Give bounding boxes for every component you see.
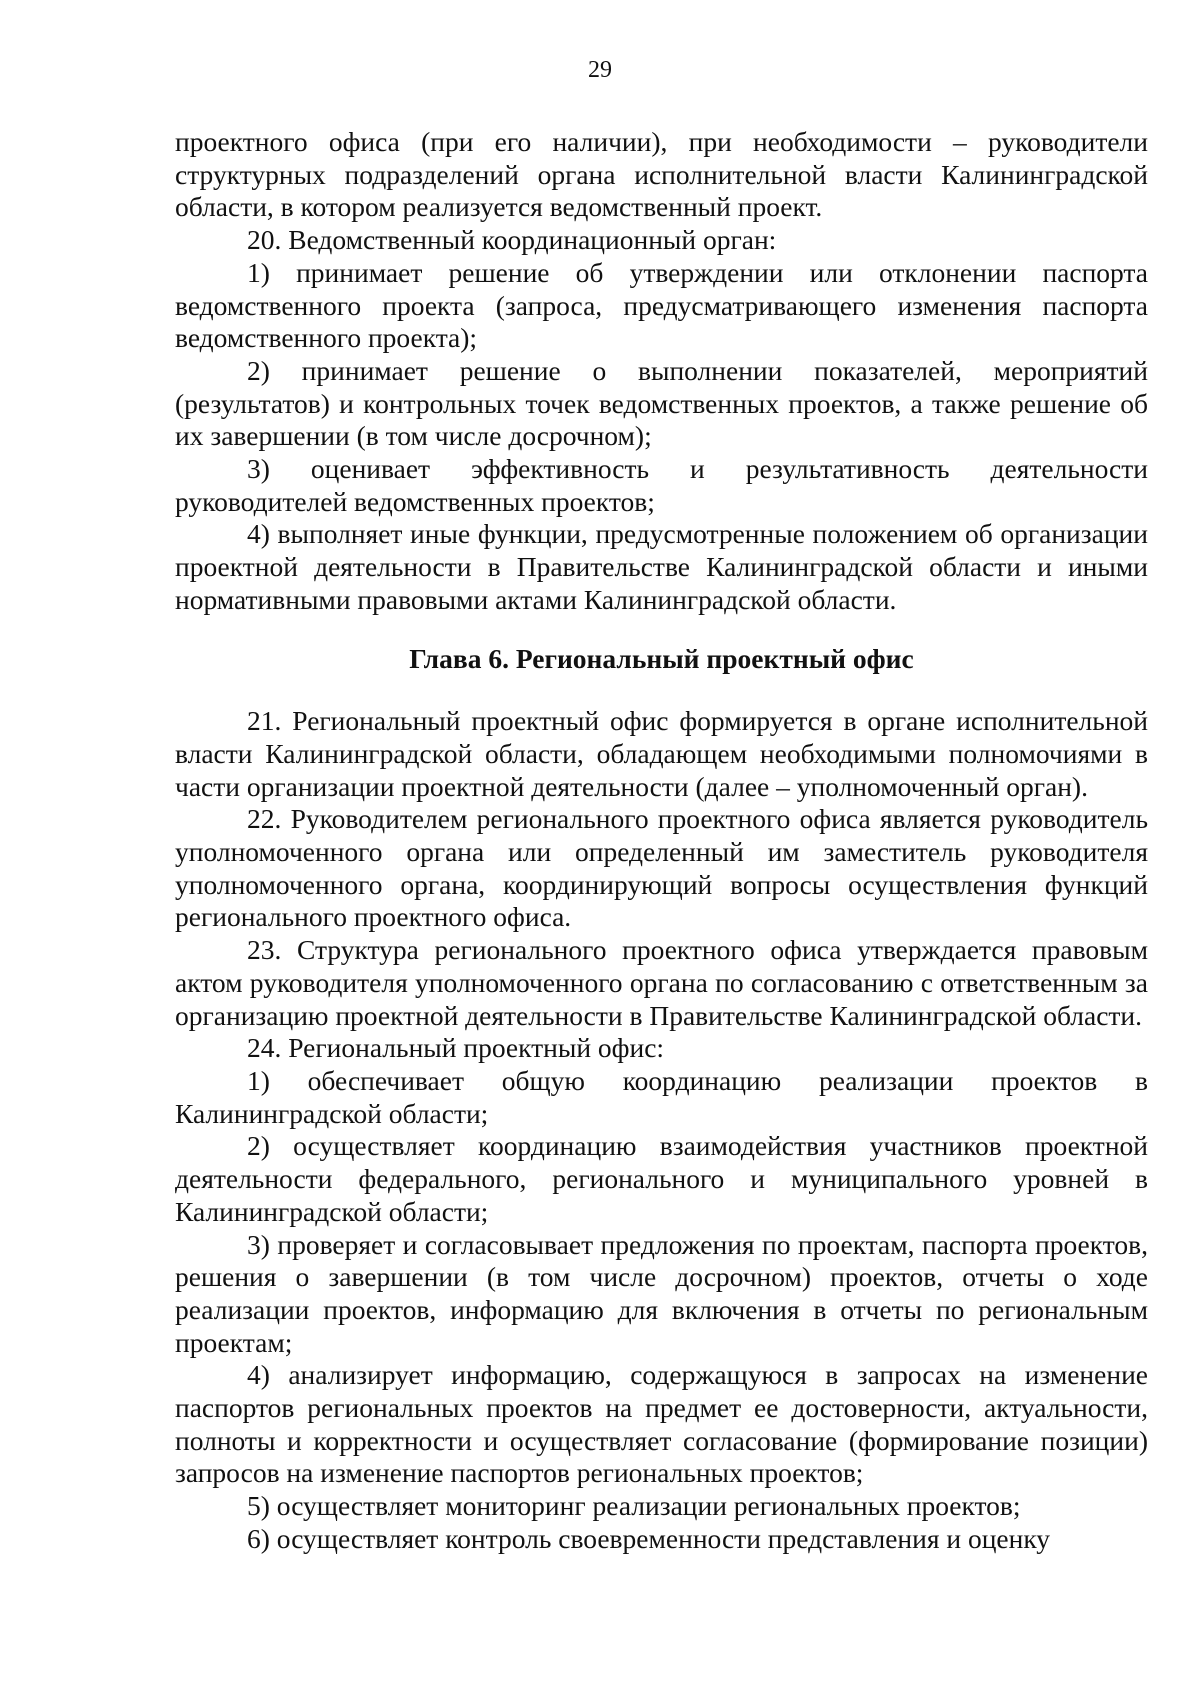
paragraph-item-21: 21. Региональный проектный офис формируется в органе исполнительной власти Калининградской области, обладающем необходимыми полномочиями в части организации проектной деятельности (далее – уполномоченный орган). [175,705,1148,802]
paragraph-item-24-1: 1) обеспечивает общую координацию реализации проектов в Калининградской области; [175,1064,1148,1129]
paragraph-item-24-4: 4) анализирует информацию, содержащуюся в запросах на изменение паспортов региональных проектов на предмет ее достоверности, актуальности, полноты и корректности и осуществляет согласование (формирование позиции) запросов на изменение паспортов региональных проектов; [175,1359,1148,1489]
paragraph-item-24: 24. Региональный проектный офис: [247,1032,665,1064]
paragraphs-top [175,126,1148,617]
paragraph-continuation: проектного офиса (при его наличии), при необходимости – руководители структурных подразделений органа исполнительной власти Калининградской области, в котором реализуется ведомственный проект. [175,126,1148,223]
paragraph-item-20-3: 3) оценивает эффективность и результативность деятельности руководителей ведомственных проектов; [175,453,1148,517]
paragraph-item-20-2: 2) принимает решение о выполнении показателей, мероприятий (результатов) и контрольных точек ведомственных проектов, а также решение об их завершении (в том числе досрочном); [175,354,1148,452]
paragraph-item-24-3: 3) проверяет и согласовывает предложения по проектам, паспорта проектов, решения о завершении (в том числе досрочном) проектов, отчеты о ходе реализации проектов, информацию для включения в отчеты по региональным проектам; [175,1228,1148,1358]
paragraph-item-23: 23. Структура регионального проектного офиса утверждается правовым актом руководителя уполномоченного органа по согласованию с ответственным за организацию проектной деятельности в Правительстве Калининградской области. [175,934,1148,1031]
paragraph-item-24-5: 5) осуществляет мониторинг реализации региональных проектов; [247,1490,1021,1522]
chapter-heading: Глава 6. Региональный проектный офис [409,642,914,674]
paragraphs-bottom [175,705,1148,1555]
page-number: 29 [588,57,612,83]
paragraph-item-24-2: 2) осуществляет координацию взаимодействия участников проектной деятельности федерального, регионального и муниципального уровней в Калининградской области; [175,1130,1148,1227]
paragraph-item-24-6: 6) осуществляет контроль своевременности представления и оценку [247,1522,1051,1554]
paragraph-item-20-4: 4) выполняет иные функции, предусмотренные положением об организации проектной деятельности в Правительстве Калининградской области и иными нормативными правовыми актами Калининградской области. [175,518,1148,615]
paragraph-item-20-1: 1) принимает решение об утверждении или отклонении паспорта ведомственного проекта (запроса, предусматривающего изменения паспорта ведомственного проекта); [175,256,1148,354]
document-body [175,126,1148,1556]
paragraph-item-20: 20. Ведомственный координационный орган: [247,224,777,256]
paragraph-item-22: 22. Руководителем регионального проектного офиса является руководитель уполномоченного органа или определенный им заместитель руководителя уполномоченного органа, координирующий вопросы осуществления функций регионального проектного офиса. [175,803,1148,933]
